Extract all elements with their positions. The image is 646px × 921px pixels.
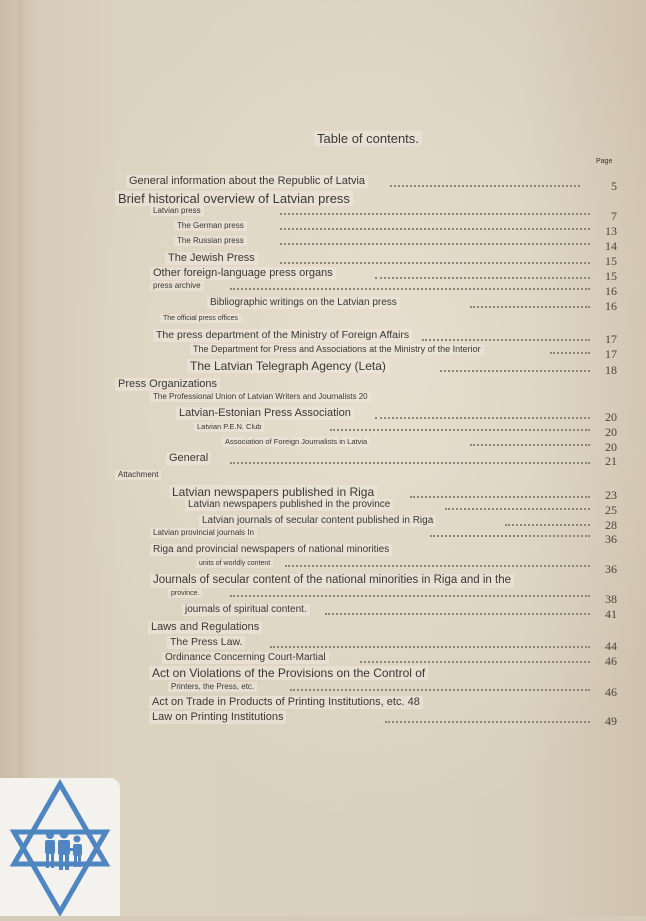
dot-leader bbox=[230, 288, 590, 290]
toc-entry-title: Latvian newspapers published in the province bbox=[185, 499, 393, 511]
toc-entry-title: General bbox=[166, 452, 211, 465]
toc-entry-title: Printers, the Press, etc. bbox=[168, 682, 257, 692]
toc-entry-title: province. bbox=[168, 589, 202, 598]
dot-leader bbox=[422, 339, 590, 341]
dot-leader bbox=[280, 228, 590, 230]
toc-page-number: 41 bbox=[605, 607, 617, 621]
dot-leader bbox=[390, 185, 580, 187]
toc-page-number: 28 bbox=[605, 518, 617, 532]
dot-leader bbox=[430, 535, 590, 537]
toc-page-number: 23 bbox=[605, 488, 617, 502]
toc-page-number: 25 bbox=[605, 503, 617, 517]
toc-page-number: 20 bbox=[605, 425, 617, 439]
toc-entry-title: Riga and provincial newspapers of national minorities bbox=[150, 544, 392, 556]
toc-page-number: 7 bbox=[611, 209, 617, 223]
dot-leader bbox=[330, 429, 590, 431]
star-family-logo-icon bbox=[0, 778, 120, 916]
toc-entry-title: units of worldly content bbox=[196, 559, 273, 568]
dot-leader bbox=[280, 243, 590, 245]
toc-entry-title: Ordinance Concerning Court-Martial bbox=[162, 652, 329, 664]
toc-page-number: 15 bbox=[605, 254, 617, 268]
toc-page-number: 49 bbox=[605, 714, 617, 728]
dot-leader bbox=[440, 370, 590, 372]
toc-entry-title: Law on Printing Institutions bbox=[149, 711, 286, 724]
toc-entry-title: Latvian press bbox=[150, 206, 204, 216]
toc-page-number: 38 bbox=[605, 592, 617, 606]
dot-leader bbox=[230, 595, 590, 597]
toc-entry-title: Laws and Regulations bbox=[148, 621, 262, 634]
dot-leader bbox=[280, 262, 590, 264]
dot-leader bbox=[325, 613, 590, 615]
toc-entry-title: The Department for Press and Associations at the Ministry of the Interior bbox=[190, 344, 484, 355]
page-title: Table of contents. bbox=[314, 131, 422, 146]
page-column-heading: Page bbox=[596, 158, 613, 165]
toc-entry-title: The Press Law. bbox=[167, 636, 245, 649]
toc-page-number: 36 bbox=[605, 532, 617, 546]
toc-page-number: 5 bbox=[611, 179, 617, 193]
toc-entry-title: Other foreign-language press organs bbox=[150, 267, 336, 280]
toc-entry-title: General information about the Republic of Latvia bbox=[126, 175, 368, 188]
toc-entry-title: Latvian provincial journals In bbox=[150, 528, 257, 538]
dot-leader bbox=[470, 444, 590, 446]
toc-page-number: 46 bbox=[605, 654, 617, 668]
toc-entry-title: The official press offices bbox=[160, 314, 241, 323]
toc-entry-title: The Professional Union of Latvian Writers and Journalists 20 bbox=[150, 392, 371, 402]
dot-leader bbox=[470, 306, 590, 308]
toc-entry-title: The Russian press bbox=[174, 236, 247, 246]
toc-page-number: 16 bbox=[605, 299, 617, 313]
toc-page-number: 14 bbox=[605, 239, 617, 253]
toc-page-number: 44 bbox=[605, 639, 617, 653]
toc-entry-title: press archive bbox=[150, 281, 204, 291]
toc-entry-title: Bibliographic writings on the Latvian press bbox=[207, 297, 400, 309]
toc-page-number: 15 bbox=[605, 269, 617, 283]
toc-entry-title: Latvian P.E.N. Club bbox=[194, 422, 264, 432]
dot-leader bbox=[280, 213, 590, 215]
toc-entry-title: Association of Foreign Journalists in Latvia bbox=[222, 437, 370, 447]
toc-entry-title: The press department of the Ministry of Foreign Affairs bbox=[153, 329, 412, 342]
toc-entry-title: The German press bbox=[174, 221, 247, 231]
dot-leader bbox=[445, 508, 590, 510]
toc-page-number: 17 bbox=[605, 332, 617, 346]
dot-leader bbox=[385, 721, 590, 723]
toc-page-number: 16 bbox=[605, 284, 617, 298]
toc-page-number: 46 bbox=[605, 685, 617, 699]
toc-entry-title: Latvian-Estonian Press Association bbox=[176, 407, 354, 420]
dot-leader bbox=[270, 646, 590, 648]
toc-entry-title: Act on Violations of the Provisions on the Control of bbox=[149, 666, 428, 680]
dot-leader bbox=[290, 689, 590, 691]
toc-entry-title: Attachment bbox=[115, 470, 161, 480]
dot-leader bbox=[230, 462, 590, 464]
toc-page-number: 20 bbox=[605, 440, 617, 454]
dot-leader bbox=[375, 277, 590, 279]
toc-entry-title: journals of spiritual content. bbox=[182, 604, 310, 616]
toc-page-number: 21 bbox=[605, 454, 617, 468]
toc-entry-title: The Jewish Press bbox=[165, 252, 258, 265]
dot-leader bbox=[360, 661, 590, 663]
dot-leader bbox=[285, 565, 590, 567]
toc-entry-title: Press Organizations bbox=[115, 378, 220, 391]
toc-entry-title: Act on Trade in Products of Printing Institutions, etc. 48 bbox=[149, 696, 423, 709]
toc-page-number: 17 bbox=[605, 347, 617, 361]
toc-entry-title: Journals of secular content of the national minorities in Riga and in the bbox=[150, 574, 514, 588]
toc-entry-title: Latvian newspapers published in Riga bbox=[169, 485, 377, 499]
toc-page-number: 36 bbox=[605, 562, 617, 576]
dot-leader bbox=[375, 417, 590, 419]
toc-entry-title: Brief historical overview of Latvian press bbox=[115, 191, 353, 206]
toc-page-number: 13 bbox=[605, 224, 617, 238]
watermark-logo bbox=[0, 778, 120, 916]
dot-leader bbox=[410, 496, 590, 498]
toc-entry-title: Latvian journals of secular content published in Riga bbox=[199, 515, 436, 527]
toc-page-number: 18 bbox=[605, 363, 617, 377]
toc-entry-title: The Latvian Telegraph Agency (Leta) bbox=[187, 359, 389, 373]
toc-page-number: 20 bbox=[605, 410, 617, 424]
